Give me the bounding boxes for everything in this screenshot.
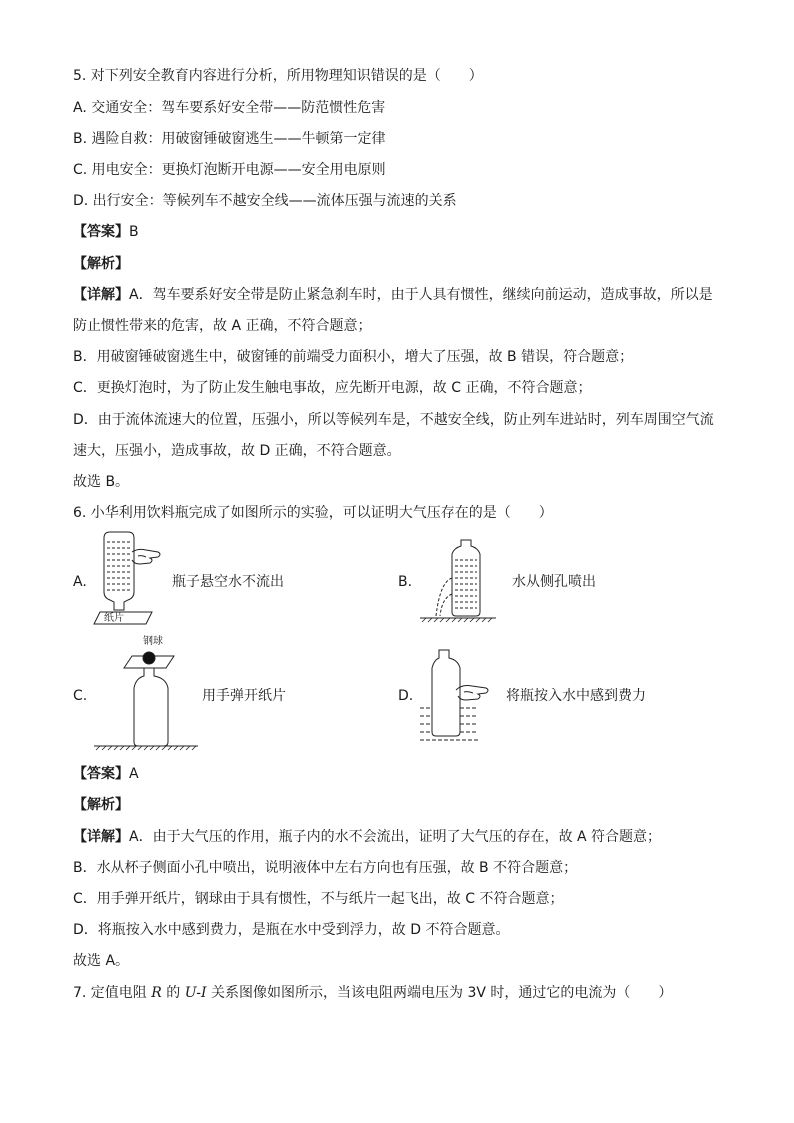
q5-detail-line: B．用破窗锤破窗逃生中，破窗锤的前端受力面积小，增大了压强，故 B 错误，符合题意； <box>73 349 634 365</box>
q5-detail-line <box>73 285 713 305</box>
q7-stem <box>73 983 672 1003</box>
q6-option-d-letter: D. <box>398 688 414 704</box>
q6-option-c-letter: C. <box>73 688 88 704</box>
q5-option-a: A. 交通安全：驾车要系好安全带——防范惯性危害 <box>73 100 386 116</box>
q6-detail-line: D．将瓶按入水中感到费力，是瓶在水中受到浮力，故 D 不符合题意。 <box>73 922 510 938</box>
detail-text: A．由于大气压的作用，瓶子内的水不会流出，证明了大气压的存在，故 A 符合题意； <box>129 829 662 845</box>
answer-tag: 【答案】 <box>73 766 129 782</box>
q5-detail-line: D．由于流体流速大的位置，压强小，所以等候列车是，不越安全线，防止列车进站时，列车周围空气流 <box>73 412 714 428</box>
detail-text: A．驾车要系好安全带是防止紧急刹车时，由于人具有惯性，继续向前运动，造成事故，所以是 <box>129 287 713 303</box>
q6-answer <box>73 764 139 784</box>
bottle-side-jet-icon <box>418 538 498 622</box>
q6-option-d-caption: 将瓶按入水中感到费力 <box>506 688 646 704</box>
q6-detail-line: B．水从杯子侧面小孔中喷出，说明液体中左右方向也有压强，故 B 不符合题意； <box>73 860 578 876</box>
q6-option-b-caption: 水从侧孔喷出 <box>512 574 596 590</box>
q5-analysis-tag: 【解析】 <box>73 256 129 272</box>
q5-detail-line: C．更换灯泡时，为了防止发生触电事故，应先断开电源，故 C 正确，不符合题意； <box>73 380 592 396</box>
bottle-steel-ball-icon <box>92 648 202 752</box>
bottle-pressed-water-icon <box>418 646 498 742</box>
q5-detail-line: 防止惯性带来的危害，故 A 正确，不符合题意； <box>73 318 372 334</box>
q5-detail-line: 速大，压强小，造成事故，故 D 正确，不符合题意。 <box>73 443 401 459</box>
q5-option-c: C. 用电安全：更换灯泡断开电源——安全用电原则 <box>73 162 386 178</box>
variable-r: R <box>151 985 162 1001</box>
paper-label: 纸片 <box>104 613 124 624</box>
stem-text: 7. 定值电阻 <box>73 985 152 1001</box>
q5-stem: 5. 对下列安全教育内容进行分析，所用物理知识错误的是（ ） <box>73 68 483 84</box>
q5-option-b: B. 遇险自救：用破窗锤破窗逃生——牛顿第一定律 <box>73 131 386 147</box>
detail-tag: 【详解】 <box>73 829 129 845</box>
q6-analysis-tag: 【解析】 <box>73 797 129 813</box>
q5-conclusion: 故选 B。 <box>73 474 130 490</box>
answer-value: A <box>129 766 139 782</box>
detail-tag: 【详解】 <box>73 287 129 303</box>
q6-option-a-caption: 瓶子悬空水不流出 <box>172 574 284 590</box>
q5-answer <box>73 222 139 242</box>
answer-value: B <box>129 224 139 240</box>
q6-option-c-caption: 用手弹开纸片 <box>202 688 286 704</box>
q6-detail-line: C．用手弹开纸片，钢球由于具有惯性，不与纸片一起飞出，故 C 不符合题意； <box>73 891 564 907</box>
q6-conclusion: 故选 A。 <box>73 953 130 969</box>
q6-stem: 6. 小华利用饮料瓶完成了如图所示的实验，可以证明大气压存在的是（ ） <box>73 505 553 521</box>
q5-option-d: D. 出行安全：等候列车不越安全线——流体压强与流速的关系 <box>73 193 457 209</box>
stem-text: 的 <box>161 985 185 1001</box>
q6-option-b-letter: B. <box>398 574 413 590</box>
steel-ball-label: 钢球 <box>143 636 163 647</box>
stem-text: 关系图像如图所示，当该电阻两端电压为 3V 时，通过它的电流为（ ） <box>206 985 673 1001</box>
variable-ui: U-I <box>184 985 207 1001</box>
q6-option-a-letter: A. <box>73 574 87 590</box>
answer-tag: 【答案】 <box>73 224 129 240</box>
q6-detail-line <box>73 827 661 847</box>
